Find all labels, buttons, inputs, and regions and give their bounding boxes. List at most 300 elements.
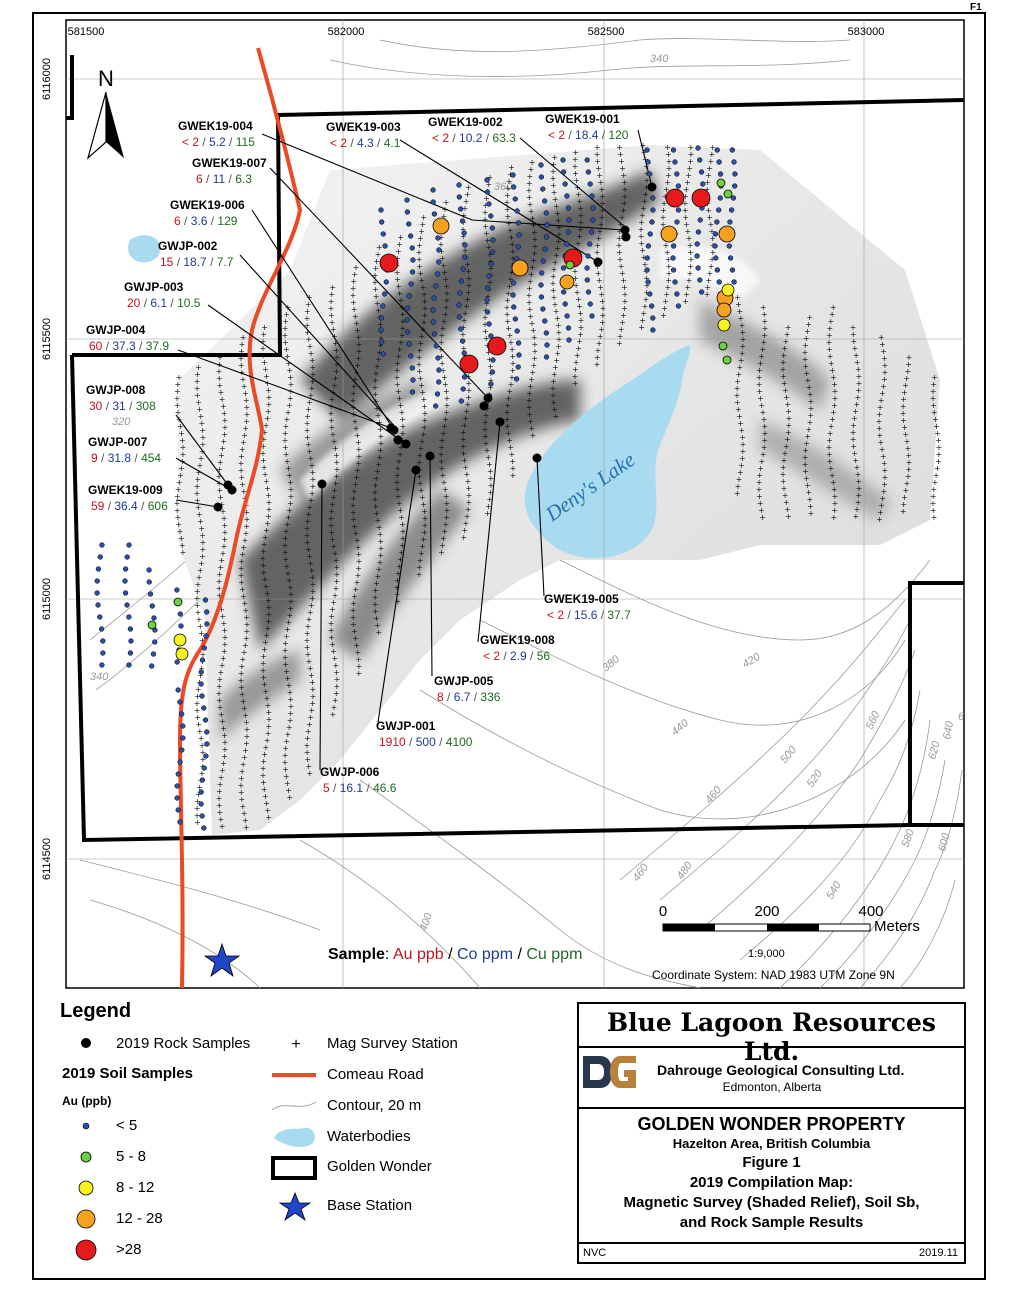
mag-station: +	[281, 751, 289, 760]
mag-station: +	[761, 317, 769, 326]
soil-sample-low	[485, 298, 490, 303]
mag-station: +	[826, 324, 834, 333]
mag-station: +	[399, 310, 407, 319]
mag-station: +	[802, 362, 810, 371]
mag-station: +	[261, 575, 269, 584]
mag-station: +	[551, 405, 559, 414]
mag-station: +	[305, 552, 313, 561]
mag-station: +	[507, 443, 515, 452]
soil-sample-anomaly	[717, 303, 731, 317]
mag-station: +	[755, 373, 763, 382]
mag-station: +	[828, 471, 836, 480]
mag-station: +	[243, 508, 251, 517]
mag-station: +	[239, 697, 247, 706]
sample-name: GWEK19-002	[428, 115, 503, 129]
svg-text:30 / 31 / 308: 30 / 31 / 308	[89, 399, 156, 413]
mag-station: +	[240, 592, 247, 601]
mag-station: +	[309, 692, 317, 701]
soil-sample-low	[405, 318, 410, 323]
mag-station: +	[309, 580, 317, 589]
mag-station: +	[195, 468, 203, 477]
mag-station: +	[571, 274, 579, 283]
mag-station: +	[179, 436, 186, 445]
mag-station: +	[527, 165, 535, 174]
scale-unit: Meters	[874, 918, 920, 935]
mag-station: +	[555, 223, 563, 232]
mag-station: +	[260, 568, 268, 577]
mag-station: +	[371, 495, 379, 504]
mag-station: +	[242, 529, 250, 538]
mag-station: +	[219, 717, 226, 726]
soil-sample-low	[459, 399, 464, 404]
mag-station: +	[828, 310, 836, 319]
soil-sample-low	[675, 220, 680, 225]
soil-sample-low	[696, 266, 701, 271]
soil-sample-low	[700, 182, 705, 187]
mag-station: +	[218, 822, 226, 831]
mag-station: +	[243, 725, 251, 734]
mag-station: +	[593, 353, 601, 362]
soil-sample-low	[490, 250, 495, 255]
author: NVC	[583, 1247, 607, 1259]
soil-sample-low	[542, 199, 547, 204]
mag-station: +	[802, 467, 809, 476]
mag-station: +	[572, 281, 580, 290]
mag-station: +	[900, 388, 908, 397]
mag-station: +	[441, 310, 449, 319]
rock-sample	[228, 486, 237, 495]
mag-station: +	[374, 516, 382, 525]
mag-station: +	[663, 290, 671, 299]
mag-station: +	[421, 521, 429, 530]
mag-station: +	[526, 284, 533, 293]
mag-station: +	[194, 713, 202, 722]
mag-station: +	[282, 345, 290, 354]
mag-station: +	[929, 506, 937, 515]
mag-station: +	[421, 528, 428, 537]
soil-sample-low	[204, 634, 209, 639]
mag-station: +	[661, 304, 668, 313]
soil-sample-low	[179, 712, 184, 717]
mag-station: +	[929, 492, 937, 501]
mag-station: +	[779, 477, 787, 486]
soil-sample-low	[147, 568, 152, 573]
mag-station: +	[932, 415, 939, 424]
mag-station: +	[416, 479, 424, 488]
soil-sample-low	[586, 254, 591, 259]
mag-station: +	[595, 276, 603, 285]
mag-station: +	[881, 368, 889, 377]
mag-station: +	[217, 563, 224, 572]
mag-station: +	[372, 397, 380, 406]
mag-station: +	[330, 493, 337, 502]
mag-station: +	[757, 394, 764, 403]
mag-station: +	[761, 436, 769, 445]
mag-station: +	[416, 374, 424, 383]
mag-station: +	[398, 303, 406, 312]
mag-station: +	[526, 172, 534, 181]
mag-station: +	[555, 216, 562, 225]
soil-sample-low	[123, 579, 128, 584]
sample-name: GWJP-001	[376, 719, 436, 733]
mag-station: +	[194, 503, 202, 512]
soil-sample-low	[457, 183, 462, 188]
mag-station: +	[619, 206, 627, 215]
soil-sample-low	[489, 382, 494, 387]
mag-station: +	[303, 643, 311, 652]
mag-station: +	[238, 578, 245, 587]
mag-station: +	[801, 355, 809, 364]
mag-station: +	[332, 661, 340, 670]
mag-station: +	[284, 674, 292, 683]
mag-station: +	[371, 271, 379, 280]
mag-station: +	[573, 351, 581, 360]
mag-station: +	[760, 443, 768, 452]
soil-sample-low	[671, 244, 676, 249]
mag-station: +	[399, 520, 406, 529]
mag-station: +	[509, 352, 517, 361]
mag-station: +	[416, 451, 424, 460]
mag-station: +	[195, 573, 203, 582]
mag-station: +	[781, 344, 789, 353]
soil-sample-low	[460, 339, 465, 344]
mag-station: +	[880, 487, 888, 496]
mag-station: +	[880, 459, 888, 468]
mag-station: +	[330, 437, 338, 446]
sample-name: GWJP-005	[434, 674, 494, 688]
mag-station: +	[355, 354, 362, 363]
mag-station: +	[801, 460, 809, 469]
soil-sample-low	[713, 244, 718, 249]
mag-station: +	[527, 270, 535, 279]
mag-station: +	[304, 545, 312, 554]
mag-station: +	[332, 689, 340, 698]
mag-station: +	[827, 464, 835, 473]
mag-station: +	[827, 317, 835, 326]
mag-station: +	[309, 468, 317, 477]
mag-station: +	[309, 475, 317, 484]
soil-sample-low	[698, 218, 703, 223]
mag-station: +	[238, 557, 245, 566]
mag-station: +	[438, 331, 446, 340]
mag-station: +	[196, 566, 204, 575]
mag-station: +	[621, 178, 628, 187]
mag-station: +	[239, 760, 247, 769]
soil-sample-low	[671, 256, 676, 261]
mag-station: +	[373, 509, 381, 518]
mag-station: +	[705, 171, 712, 180]
sample-name: GWEK19-001	[545, 112, 620, 126]
mag-station: +	[527, 312, 535, 321]
soil-sample-low	[489, 334, 494, 339]
mag-station: +	[194, 370, 201, 379]
mag-station: +	[237, 466, 245, 475]
mag-station: +	[421, 304, 429, 313]
mag-station: +	[237, 564, 245, 573]
mag-station: +	[286, 583, 294, 592]
soil-sample-low	[651, 208, 656, 213]
mag-station: +	[417, 444, 425, 453]
sample-au: < 2	[182, 135, 200, 149]
mag-station: +	[221, 633, 229, 642]
mag-station: +	[238, 452, 245, 461]
mag-station: +	[739, 447, 747, 456]
mag-station: +	[785, 512, 792, 521]
mag-station: +	[397, 338, 405, 347]
mag-station: +	[281, 541, 289, 550]
mag-station: +	[220, 759, 227, 768]
mag-station: +	[420, 395, 428, 404]
mag-station: +	[552, 251, 560, 260]
mag-station: +	[855, 477, 863, 486]
mag-station: +	[286, 688, 294, 697]
mag-station: +	[199, 538, 207, 547]
soil-sample-low	[175, 796, 180, 801]
mag-station: +	[175, 373, 183, 382]
mag-station: +	[329, 710, 337, 719]
mag-station: +	[309, 573, 316, 582]
soil-sample-low	[176, 688, 181, 693]
soil-sample-low	[100, 543, 105, 548]
mag-station: +	[806, 313, 814, 322]
mag-station: +	[639, 141, 647, 150]
mag-station: +	[665, 164, 673, 173]
mag-station: +	[640, 253, 648, 262]
soil-sample-low	[714, 220, 719, 225]
mag-station: +	[438, 254, 446, 263]
mag-station: +	[308, 384, 316, 393]
mag-station: +	[483, 446, 491, 455]
mag-station: +	[550, 293, 558, 302]
mag-station: +	[577, 211, 585, 220]
soil-sample-low	[96, 567, 101, 572]
sample-name: GWJP-008	[86, 383, 146, 397]
mag-station: +	[599, 199, 607, 208]
soil-sample-low	[645, 256, 650, 261]
mag-station: +	[287, 387, 295, 396]
mag-station: +	[803, 369, 811, 378]
soil-sample-low	[433, 404, 438, 409]
mag-station: +	[804, 432, 812, 441]
mag-station: +	[199, 552, 206, 561]
mag-station: +	[215, 479, 223, 488]
mag-station: +	[194, 496, 201, 505]
mag-station: +	[528, 424, 536, 433]
mag-station: +	[461, 421, 468, 430]
mag-station: +	[525, 298, 533, 307]
mag-station: +	[571, 365, 579, 374]
mag-station: +	[419, 283, 427, 292]
soil-sample-low	[379, 328, 384, 333]
mag-station: +	[308, 489, 316, 498]
mag-station: +	[327, 626, 335, 635]
mag-station: +	[216, 570, 223, 579]
soil-sample-low	[564, 242, 569, 247]
soil-sample-low	[516, 245, 521, 250]
mag-station: +	[282, 772, 290, 781]
mag-station: +	[905, 465, 913, 474]
mag-station: +	[304, 517, 312, 526]
mag-station: +	[349, 613, 357, 622]
mag-station: +	[221, 535, 229, 544]
soil-sample-low	[542, 319, 547, 324]
mag-station: +	[734, 405, 742, 414]
soil-sample-low	[713, 232, 718, 237]
rock-sample	[394, 436, 403, 445]
mag-station: +	[934, 429, 942, 438]
contour-label: 500	[778, 744, 800, 766]
mag-station: +	[528, 319, 536, 328]
mag-station: +	[461, 246, 469, 255]
mag-station: +	[394, 492, 402, 501]
mag-station: +	[349, 396, 357, 405]
mag-station: +	[328, 500, 336, 509]
mag-station: +	[421, 409, 429, 418]
mag-station: +	[681, 206, 689, 215]
mag-station: +	[303, 426, 311, 435]
mag-station: +	[306, 664, 314, 673]
soil-sample-low	[175, 660, 180, 665]
mag-station: +	[285, 786, 292, 795]
mag-station: +	[194, 391, 201, 400]
mag-station: +	[780, 379, 788, 388]
mag-station: +	[486, 460, 493, 469]
mag-station: +	[287, 485, 295, 494]
mag-station: +	[618, 213, 626, 222]
mag-station: +	[241, 816, 249, 825]
mag-station: +	[531, 340, 539, 349]
mag-station: +	[332, 374, 339, 383]
mag-station: +	[374, 250, 382, 259]
contour-label: 600	[936, 831, 953, 853]
soil-sample-low	[485, 286, 490, 291]
soil-sample-low	[407, 294, 412, 299]
mag-station: +	[215, 374, 223, 383]
sample-name: GWJP-007	[88, 435, 148, 449]
soil-sample-low	[381, 352, 386, 357]
contour-label: 340	[90, 671, 109, 683]
mag-station: +	[353, 641, 361, 650]
mag-station: +	[415, 570, 423, 579]
mag-station: +	[354, 326, 361, 335]
mag-station: +	[460, 428, 467, 437]
soil-sample-low	[649, 304, 654, 309]
mag-station: +	[398, 513, 405, 522]
svg-text:< 2 / 10.2 / 63.3: < 2 / 10.2 / 63.3	[432, 131, 516, 145]
mag-station: +	[194, 580, 202, 589]
mag-station: +	[305, 615, 313, 624]
mag-station: +	[177, 534, 185, 543]
soil-sample-low	[435, 392, 440, 397]
mag-station: +	[199, 545, 207, 554]
mag-station: +	[831, 401, 838, 410]
mag-station: +	[373, 404, 381, 413]
mag-station: +	[418, 332, 426, 341]
mag-station: +	[930, 380, 938, 389]
mag-station: +	[415, 563, 423, 572]
mag-station: +	[530, 361, 538, 370]
mag-station: +	[304, 300, 312, 309]
mag-station: +	[416, 241, 423, 250]
mag-station: +	[377, 341, 384, 350]
mag-station: +	[199, 440, 207, 449]
mag-station: +	[262, 687, 270, 696]
legend-au-class: < 5	[116, 1117, 138, 1134]
contour-label: 320	[112, 416, 131, 428]
soil-sample-low	[178, 612, 183, 617]
soil-sample-anomaly	[717, 179, 725, 187]
mag-station: +	[349, 389, 357, 398]
mag-station: +	[328, 528, 336, 537]
coordinate-system: Coordinate System: NAD 1983 UTM Zone 9N	[652, 968, 895, 982]
title-block	[577, 1002, 966, 1264]
mag-station: +	[198, 769, 206, 778]
mag-station: +	[393, 268, 401, 277]
mag-station: +	[393, 485, 401, 494]
mag-station: +	[782, 498, 790, 507]
mag-station: +	[372, 607, 379, 616]
mag-station: +	[219, 402, 227, 411]
mag-station: +	[643, 183, 650, 192]
mag-station: +	[331, 549, 339, 558]
mag-station: +	[178, 541, 186, 550]
mag-station: +	[305, 405, 312, 414]
soil-sample-low	[199, 802, 204, 807]
mag-station: +	[218, 500, 226, 509]
mag-station: +	[327, 514, 335, 523]
mag-station: +	[509, 464, 517, 473]
mag-station: +	[333, 472, 340, 481]
mag-station: +	[355, 347, 363, 356]
mag-station: +	[305, 440, 312, 449]
mag-station: +	[664, 283, 672, 292]
mag-station: +	[555, 328, 563, 337]
mag-station: +	[758, 401, 766, 410]
mag-station: +	[905, 451, 913, 460]
mag-station: +	[264, 624, 272, 633]
mag-station: +	[371, 600, 379, 609]
mag-station: +	[443, 408, 450, 417]
mag-station: +	[282, 744, 290, 753]
mag-station: +	[597, 178, 605, 187]
soil-sample-low	[515, 209, 520, 214]
soil-sample-low	[200, 814, 205, 819]
soil-sample-low	[97, 615, 102, 620]
mag-station: +	[215, 696, 223, 705]
soil-sample-low	[511, 305, 516, 310]
mag-station: +	[485, 180, 493, 189]
mag-station: +	[242, 823, 250, 832]
legend-soil-title: 2019 Soil Samples	[62, 1065, 193, 1082]
mag-station: +	[420, 423, 428, 432]
mag-station: +	[638, 218, 645, 227]
mag-station: +	[783, 330, 791, 339]
mag-station: +	[329, 640, 336, 649]
mag-station: +	[665, 150, 672, 159]
mag-station: +	[328, 612, 335, 621]
mag-station: +	[350, 599, 357, 608]
lake-label: Deny's Lake	[541, 447, 640, 527]
soil-sample-anomaly	[723, 356, 731, 364]
mag-station: +	[850, 337, 858, 346]
soil-sample-low	[125, 555, 130, 560]
mag-station: +	[374, 572, 382, 581]
mag-station: +	[684, 178, 691, 187]
soil-sample-anomaly	[460, 355, 478, 373]
mag-station: +	[736, 412, 743, 421]
mag-station: +	[264, 701, 272, 710]
soil-sample-low	[99, 627, 104, 632]
